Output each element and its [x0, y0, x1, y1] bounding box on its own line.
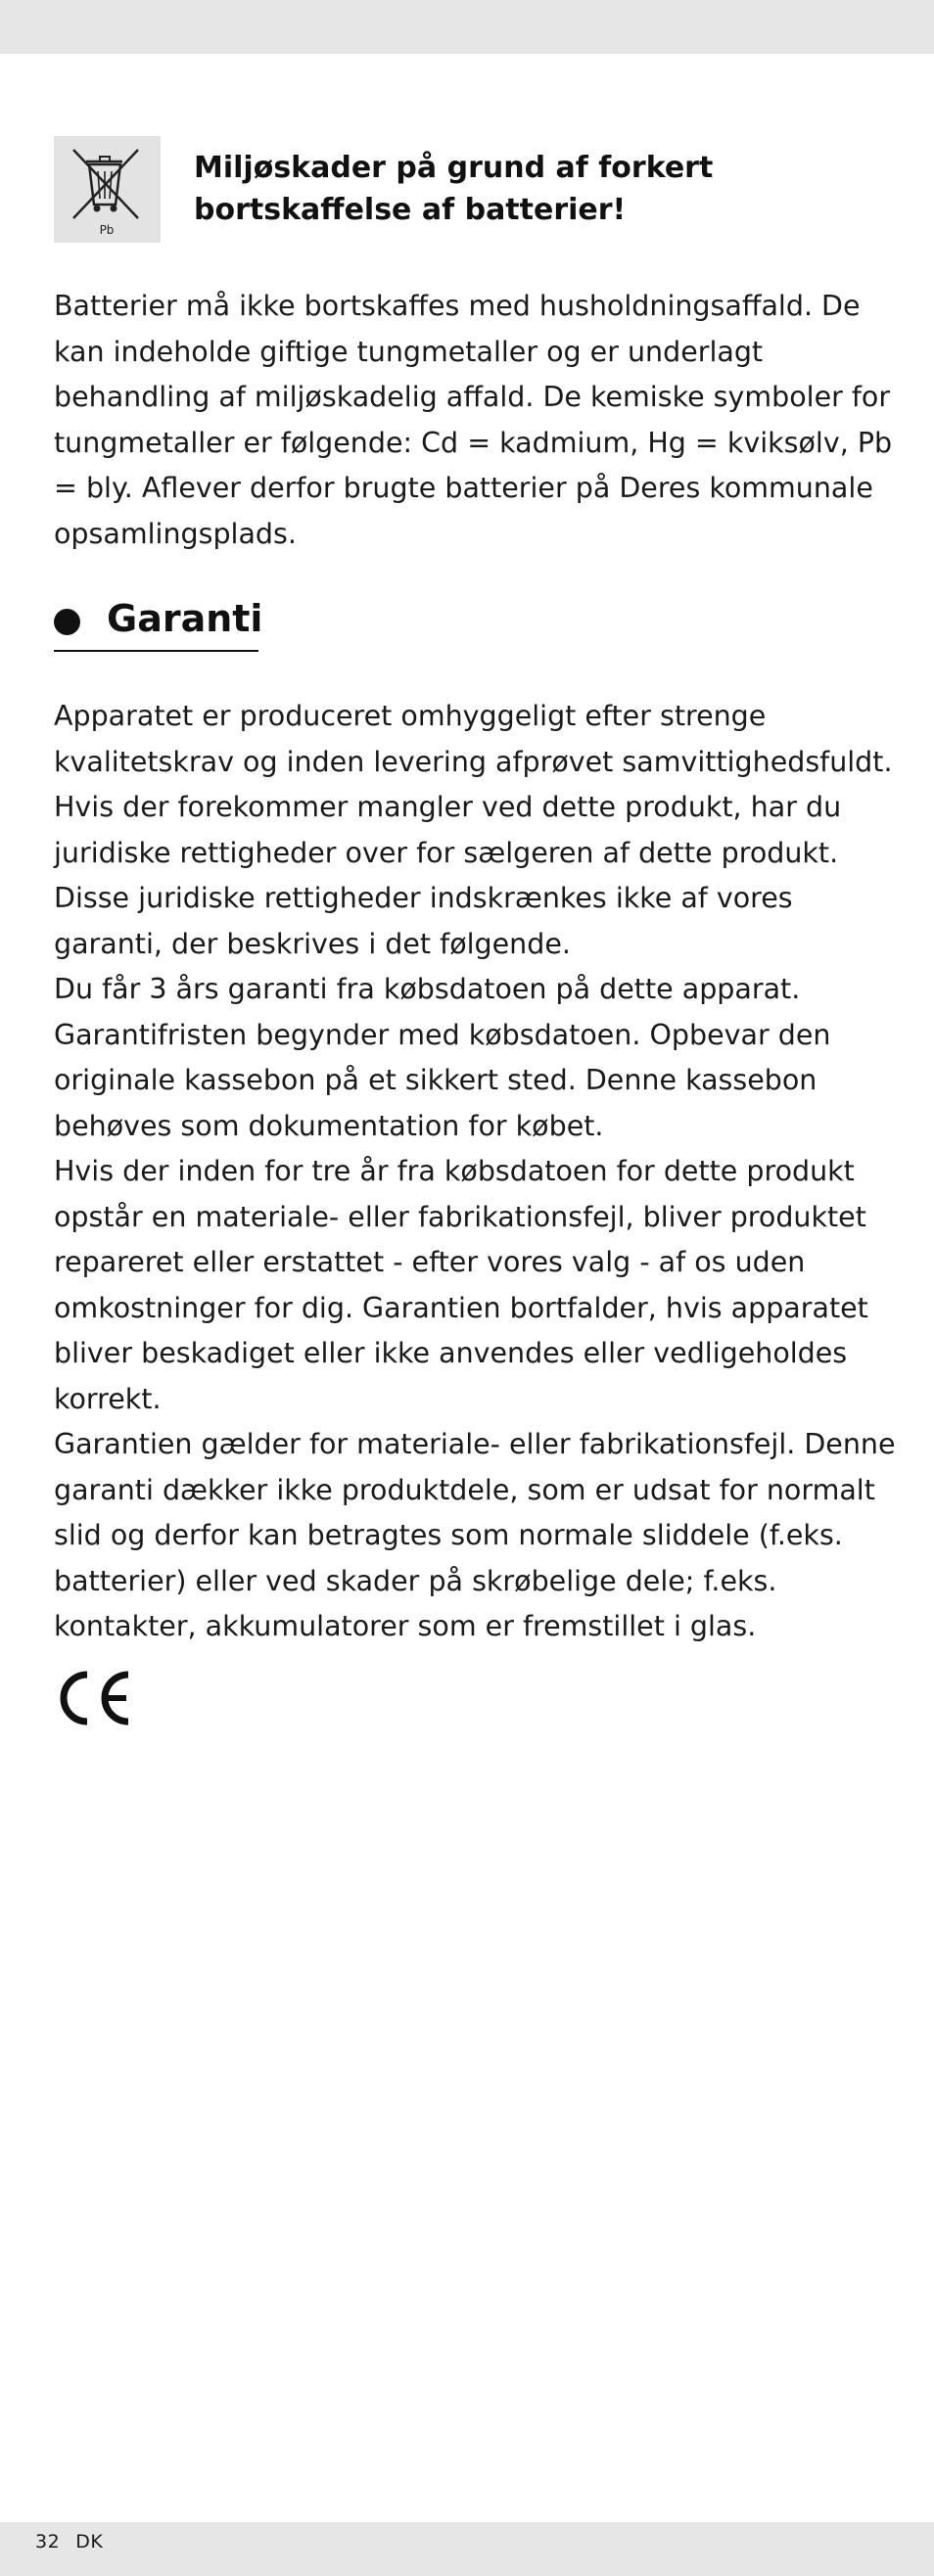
top-band	[0, 0, 934, 54]
warning-title	[194, 147, 742, 231]
language-code: DK	[75, 2531, 104, 2553]
warning-title-line-1: Miljøskader på grund af forkert	[194, 151, 714, 185]
paragraph: Apparatet er produceret omhyggeligt efter strenge kvalitetskrav og inden levering afprøvet samvittighedsfuldt. Hvis der forekommer mangler ved dette produkt, har du juridiske rettigheder over for sælgeren af dette produkt. Disse juridiske rettigheder indskrænkes ikke af vores garanti, der beskrives i det følgende.	[54, 700, 893, 960]
section-heading	[54, 595, 263, 652]
warranty-text	[54, 694, 896, 1650]
section-title: Garanti	[107, 597, 263, 640]
warning-title-line-2: bortskaffelse af batterier!	[194, 193, 627, 227]
page-number: 32	[35, 2531, 61, 2553]
ce-mark-icon	[54, 1669, 132, 1727]
warning-text: Batterier må ikke bortskaffes med husholdningsaffald. De kan indeholde giftige tungmetaller og er underlagt behandling af miljøskadelig affald. De kemiske symboler for tungmetaller er følgende: Cd = kadmium, Hg = kviksølv, Pb = bly. Aflever derfor brugte batterier på Deres kommunale opsamlingsplads.	[54, 290, 893, 550]
ce-mark	[54, 1669, 132, 1731]
crossed-out-wheelie-bin-icon	[54, 136, 161, 243]
paragraph: Du får 3 års garanti fra købsdatoen på dette apparat. Garantifristen begynder med købsdatoen. Opbevar den originale kassebon på et sikkert sted. Denne kassebon behøves som dokumentation for købet.	[54, 973, 831, 1142]
icon-label: Pb	[99, 223, 115, 237]
paragraph: Hvis der inden for tre år fra købsdatoen for dette produkt opstår en materiale- eller fabrikationsfejl, bliver produktet repareret eller erstattet - efter vores valg - af os uden omkostninger for dig. Garantien bortfalder, hvis apparatet bliver beskadiget eller ikke anvendes eller vedligeholdes korrekt.	[54, 1155, 868, 1415]
bullet-dot-icon	[54, 609, 80, 635]
ce-mark-text	[132, 1669, 133, 1670]
battery-disposal-icon-box	[54, 136, 161, 243]
footer	[35, 2531, 103, 2553]
paragraph: Garantien gælder for materiale- eller fabrikationsfejl. Denne garanti dækker ikke produktdele, som er udsat for normalt slid og derfor kan betragtes som normale sliddele (f.eks. batterier) eller ved skader på skrøbelige dele; f.eks. kontakter, akkumulatorer som er fremstillet i glas.	[54, 1428, 896, 1642]
footer-band	[0, 2522, 934, 2576]
